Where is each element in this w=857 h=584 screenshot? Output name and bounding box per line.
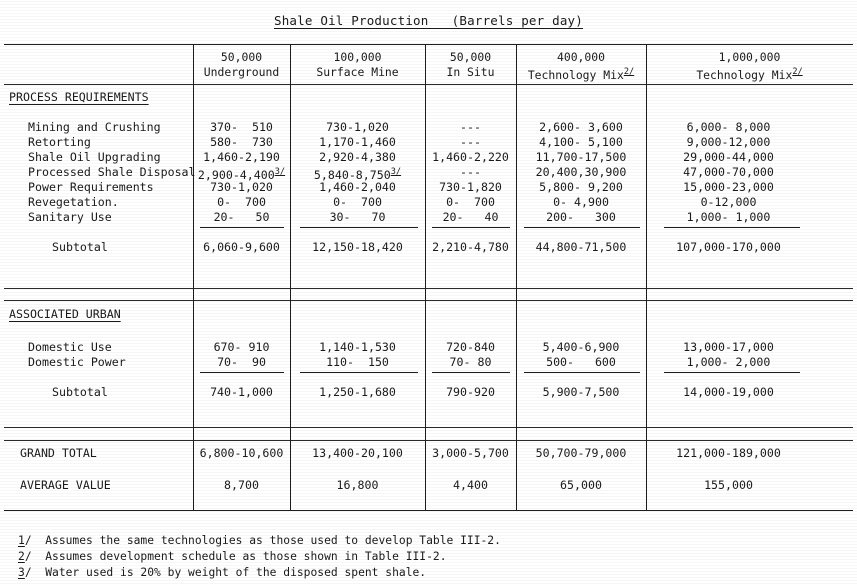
header-bottom-rule: [4, 84, 853, 85]
subtotal-rule-urban-c2: [300, 372, 418, 373]
cell-process-r4-c2: $5,840-8,750^{3/}$: [313, 167, 402, 182]
cell-process-r2-c4: 4,100- 5,100: [539, 135, 623, 149]
cell-process-r3-c5: 29,000-44,000: [683, 150, 774, 164]
column-header-rate-3: 50,000: [449, 50, 492, 64]
cell-average-value-c2: 16,800: [336, 478, 379, 492]
footnote-2-mark: 2: [18, 550, 25, 564]
cell-average-value-c4: 65,000: [560, 478, 602, 492]
cell-urban-r2-c2: 110- 150: [326, 355, 389, 369]
cell-urban-r2-c3: 70- 80: [449, 355, 492, 369]
cell-urban-r1-c2: 1,140-1,530: [319, 340, 396, 354]
cell-urban-r1-c4: 5,400-6,900: [542, 340, 620, 354]
cell-process-r5-c5: 15,000-23,000: [683, 180, 774, 194]
row-label-domestic-use: Domestic Use: [28, 340, 112, 354]
cell-process-r3-c1: 1,460-2,190: [203, 150, 280, 164]
table-title: Shale Oil Production (Barrels per day): [273, 13, 584, 28]
row-label-power-requirements: Power Requirements: [28, 180, 154, 194]
col-divider-4: [516, 44, 517, 510]
cell-urban-r2-c4: 500- 600: [546, 355, 616, 369]
cell-process-r1-c4: 2,600- 3,600: [539, 120, 623, 134]
footnote-3: 3/ Water used is 20% by weight of the disposed spent shale.: [18, 566, 427, 580]
row-label-subtotal-process: Subtotal: [52, 240, 108, 254]
row-label-mining-and-crushing: Mining and Crushing: [28, 120, 161, 134]
subtotal-rule-urban-c1: [200, 372, 284, 373]
column-header-2: [290, 50, 425, 80]
column-header-type-5: Technology Mix$^{2/}$: [696, 67, 803, 82]
cell-urban-r2-c1: 70- 90: [217, 355, 266, 369]
urban-section-end-rule: [4, 427, 853, 428]
footnote-3-text: Water used is 20% by weight of the disposed spent shale.: [45, 566, 427, 580]
cell-process-r6-c5: 0-12,000: [700, 195, 757, 209]
column-header-1: [193, 50, 290, 80]
column-header-3: [425, 50, 516, 80]
cell-process-r4-c1: $2,900-4,400^{3/}$: [197, 167, 286, 182]
col-divider-3: [425, 44, 426, 510]
totals-start-rule: [4, 440, 853, 441]
process-section-end-rule: [4, 288, 853, 289]
footnote-2-text: Assumes development schedule as those shown in Table III-2.: [45, 550, 447, 564]
subtotal-rule-process-c4: [524, 227, 640, 228]
column-header-5: [646, 50, 853, 83]
cell-grand-total-c5: 121,000-189,000: [676, 446, 781, 460]
column-header-rate-4: 400,000: [556, 50, 605, 64]
cell-grand-total-c1: 6,800-10,600: [199, 446, 284, 460]
cell-subtotal-process-c5: 107,000-170,000: [676, 240, 781, 254]
cell-process-r2-c5: 9,000-12,000: [686, 135, 771, 149]
table-title-container: [0, 10, 857, 29]
cell-process-r5-c1: 730-1,020: [210, 180, 273, 194]
footnotes-list: [18, 533, 798, 582]
cell-process-r7-c4: 200- 300: [546, 210, 616, 224]
footnote-ref-3b: 3/: [390, 167, 402, 177]
cell-process-r7-c2: 30- 70: [329, 210, 386, 224]
data-table: [4, 44, 853, 514]
cell-process-r7-c5: 1,000- 1,000: [686, 210, 771, 224]
cell-process-r3-c2: 2,920-4,380: [319, 150, 396, 164]
footnote-ref-3a: 3/: [274, 167, 286, 177]
row-label-revegetation: Revegetation.: [28, 195, 119, 209]
cell-process-r6-c2: 0- 700: [333, 195, 382, 209]
row-label-domestic-power: Domestic Power: [28, 355, 126, 369]
cell-process-r1-c2: 730-1,020: [326, 120, 389, 134]
col-divider-1: [193, 44, 194, 510]
row-label-retorting: Retorting: [28, 135, 91, 149]
section-heading-urban: ASSOCIATED URBAN: [9, 307, 121, 321]
cell-urban-r1-c1: 670- 910: [213, 340, 270, 354]
cell-process-r6-c4: 0- 4,900: [553, 195, 609, 209]
row-label-shale-oil-upgrading: Shale Oil Upgrading: [28, 150, 161, 164]
cell-subtotal-process-c1: 6,060-9,600: [203, 240, 280, 254]
column-header-type-2: Surface Mine: [316, 65, 399, 79]
subtotal-rule-process-c1: [200, 227, 284, 228]
cell-subtotal-process-c2: 12,150-18,420: [312, 240, 403, 254]
cell-average-value-c5: 155,000: [704, 478, 753, 492]
footnote-3-mark: 3: [18, 566, 25, 580]
cell-process-r6-c3: 0- 700: [446, 195, 495, 209]
subtotal-rule-process-c2: [300, 227, 418, 228]
row-label-subtotal-urban: Subtotal: [52, 385, 108, 399]
table-top-rule: [4, 44, 853, 45]
cell-average-value-c1: 8,700: [224, 478, 259, 492]
cell-subtotal-urban-c5: 14,000-19,000: [683, 385, 774, 399]
cell-urban-r2-c5: 1,000- 2,000: [686, 355, 771, 369]
column-header-4: [516, 50, 646, 83]
cell-subtotal-urban-c1: 740-1,000: [210, 385, 273, 399]
table-bottom-rule: [4, 510, 853, 511]
row-label-average-value: AVERAGE VALUE: [20, 478, 111, 492]
col-divider-5: [646, 44, 647, 510]
subtotal-rule-urban-c3: [432, 372, 510, 373]
cell-process-r7-c1: 20- 50: [213, 210, 270, 224]
cell-process-r6-c1: 0- 700: [217, 195, 266, 209]
footnote-ref-2b: 2/: [792, 67, 803, 77]
footnote-ref-2a: 2/: [623, 67, 635, 77]
column-header-rate-5: 1,000,000: [718, 50, 781, 64]
footnote-2: 2/ Assumes development schedule as those shown in Table III-2.: [18, 550, 447, 564]
cell-average-value-c3: 4,400: [453, 478, 488, 492]
subtotal-rule-urban-c4: [524, 372, 640, 373]
column-header-type-1: Underground: [203, 65, 280, 79]
subtotal-rule-process-c3: [432, 227, 510, 228]
row-label-sanitary-use: Sanitary Use: [28, 210, 112, 224]
column-header-type-3: In Situ: [446, 65, 495, 79]
cell-subtotal-urban-c3: 790-920: [446, 385, 495, 399]
cell-process-r4-c4: 20,400,30,900: [535, 165, 627, 179]
cell-process-r4-c5: 47,000-70,000: [683, 165, 774, 179]
cell-grand-total-c4: 50,700-79,000: [535, 446, 627, 460]
cell-subtotal-process-c3: 2,210-4,780: [432, 240, 509, 254]
cell-process-r5-c4: 5,800- 9,200: [539, 180, 623, 194]
cell-subtotal-urban-c2: 1,250-1,680: [319, 385, 396, 399]
row-label-processed-shale-disposal: Processed Shale Disposal: [28, 165, 196, 179]
cell-urban-r1-c5: 13,000-17,000: [683, 340, 774, 354]
subtotal-rule-urban-c5: [664, 372, 800, 373]
cell-process-r2-c3: ---: [460, 135, 481, 149]
column-header-rate-1: 50,000: [220, 50, 263, 64]
cell-subtotal-process-c4: 44,800-71,500: [535, 240, 627, 254]
cell-process-r3-c4: 11,700-17,500: [535, 150, 627, 164]
section-heading-process: PROCESS REQUIREMENTS: [9, 90, 149, 104]
column-header-type-4: Technology Mix$^{2/}$: [527, 67, 635, 82]
cell-grand-total-c3: 3,000-5,700: [432, 446, 509, 460]
footnote-1-text: Assumes the same technologies as those used to develop Table III-2.: [45, 534, 501, 547]
col-divider-2: [290, 44, 291, 510]
footnote-1: 1/ Assumes the same technologies as those used to develop Table III-2.: [18, 534, 501, 547]
cell-grand-total-c2: 13,400-20,100: [312, 446, 403, 460]
cell-process-r5-c3: 730-1,820: [439, 180, 502, 194]
cell-process-r1-c1: 370- 510: [210, 120, 273, 134]
cell-process-r2-c1: 580- 730: [210, 135, 273, 149]
cell-process-r7-c3: 20- 40: [442, 210, 499, 224]
cell-process-r5-c2: 1,460-2,040: [319, 180, 396, 194]
cell-process-r1-c5: 6,000- 8,000: [686, 120, 771, 134]
cell-process-r3-c3: 1,460-2,220: [432, 150, 509, 164]
cell-process-r1-c3: ---: [460, 120, 481, 134]
row-label-grand-total: GRAND TOTAL: [20, 446, 97, 460]
subtotal-rule-process-c5: [664, 227, 800, 228]
footnote-1-mark: 1: [18, 534, 25, 547]
column-header-rate-2: 100,000: [333, 50, 382, 64]
cell-subtotal-urban-c4: 5,900-7,500: [542, 385, 620, 399]
cell-process-r2-c2: 1,170-1,460: [319, 135, 396, 149]
cell-urban-r1-c3: 720-840: [446, 340, 495, 354]
cell-process-r4-c3: ---: [460, 165, 481, 179]
urban-section-start-rule: [4, 300, 853, 301]
